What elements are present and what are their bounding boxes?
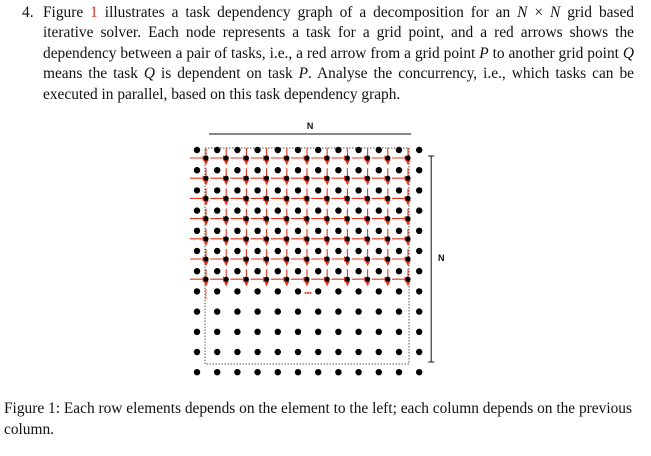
grid-node (416, 268, 422, 274)
grid-node (284, 155, 289, 160)
grid-node (396, 288, 402, 294)
grid-node (396, 268, 402, 274)
grid-node (194, 329, 200, 335)
grid-node (385, 196, 390, 201)
grid-node (254, 288, 260, 294)
grid-node (376, 268, 382, 274)
grid-node (396, 349, 402, 355)
grid-node (365, 277, 370, 282)
grid-node (275, 248, 281, 254)
grid-node (376, 329, 382, 335)
grid-node (376, 349, 382, 355)
grid-node (295, 207, 301, 213)
grid-node (295, 288, 301, 294)
grid-node (194, 167, 200, 173)
grid-node (264, 236, 269, 241)
grid-node (214, 187, 220, 193)
grid-node (275, 187, 281, 193)
grid-node (396, 369, 402, 375)
grid-node (304, 277, 309, 282)
grid-node (275, 228, 281, 234)
grid-node (325, 155, 330, 160)
grid-node (365, 196, 370, 201)
grid-node (254, 308, 260, 314)
grid-node (396, 147, 402, 153)
grid-node (335, 228, 341, 234)
grid-node (396, 207, 402, 213)
grid-node (416, 187, 422, 193)
grid-node (234, 207, 240, 213)
question-number: 4. (22, 4, 34, 21)
grid-node (244, 277, 249, 282)
grid-node (315, 147, 321, 153)
grid-node (376, 369, 382, 375)
grid-node (224, 196, 229, 201)
grid-node (275, 207, 281, 213)
grid-node (304, 256, 309, 261)
grid-node (194, 369, 200, 375)
grid-node (275, 288, 281, 294)
grid-node (396, 187, 402, 193)
grid-node (355, 147, 361, 153)
grid-node (315, 369, 321, 375)
grid-node (325, 196, 330, 201)
math-symbol: N (517, 4, 528, 21)
grid-node (405, 236, 410, 241)
grid-node (365, 236, 370, 241)
text-segment: illustrates a task dependency graph of a decomposition for an (97, 4, 518, 21)
grid-node (365, 256, 370, 261)
grid-node (254, 207, 260, 213)
grid-node (284, 277, 289, 282)
grid-node (194, 349, 200, 355)
grid-node (396, 248, 402, 254)
grid-node (214, 369, 220, 375)
grid-node (295, 349, 301, 355)
grid-node (264, 256, 269, 261)
grid-node (264, 196, 269, 201)
figure-reference[interactable]: 1 (90, 4, 98, 21)
grid-node (234, 248, 240, 254)
grid-node (214, 329, 220, 335)
grid-node (254, 369, 260, 375)
grid-node (284, 236, 289, 241)
grid-node (264, 155, 269, 160)
grid-node (284, 216, 289, 221)
question (22, 3, 634, 105)
text-segment: grid based iterative solver. Each node represents a task for a grid point, and a red arrows shows the dependency between a pair of tasks, i.e., a red arrow from a grid point (43, 4, 634, 62)
math-symbol: Q (143, 65, 155, 83)
grid-node (295, 329, 301, 335)
grid-node (405, 196, 410, 201)
caption-label: Figure 1: (4, 400, 61, 417)
grid-node (405, 155, 410, 160)
grid-node (214, 308, 220, 314)
grid-node (396, 329, 402, 335)
grid-node (335, 268, 341, 274)
grid-node (355, 268, 361, 274)
grid-node (224, 216, 229, 221)
figure-caption (4, 398, 632, 440)
grid-node (335, 308, 341, 314)
grid-node (376, 167, 382, 173)
grid-node (234, 288, 240, 294)
grid-node (355, 248, 361, 254)
grid-node (315, 187, 321, 193)
grid-node (295, 248, 301, 254)
grid-node (194, 268, 200, 274)
grid-node (203, 256, 208, 261)
grid-node (355, 288, 361, 294)
grid-node (376, 248, 382, 254)
grid-node (234, 308, 240, 314)
grid-node (325, 216, 330, 221)
grid-node (416, 329, 422, 335)
grid-node (315, 329, 321, 335)
grid-node (304, 155, 309, 160)
grid-node (244, 176, 249, 181)
grid-node (345, 256, 350, 261)
grid-node (304, 236, 309, 241)
grid-node (214, 228, 220, 234)
grid-node (234, 349, 240, 355)
grid-node (295, 147, 301, 153)
grid-node (254, 268, 260, 274)
grid-node (416, 288, 422, 294)
grid-node (234, 268, 240, 274)
grid-node (244, 196, 249, 201)
ellipsis-marker: ••• (304, 290, 312, 298)
grid-node (275, 349, 281, 355)
grid-node (345, 155, 350, 160)
grid-node (254, 167, 260, 173)
side-n-label: N (437, 253, 445, 263)
grid-node (224, 155, 229, 160)
math-symbol: P (298, 65, 309, 83)
grid-node (275, 268, 281, 274)
grid-node (416, 308, 422, 314)
grid-node (194, 228, 200, 234)
grid-node (234, 329, 240, 335)
grid-node (385, 216, 390, 221)
grid-node (315, 349, 321, 355)
grid-node (224, 277, 229, 282)
grid-node (335, 167, 341, 173)
grid-node (355, 228, 361, 234)
grid-node (214, 147, 220, 153)
grid-node (396, 167, 402, 173)
grid-node (295, 268, 301, 274)
grid-node (355, 187, 361, 193)
grid-node (365, 155, 370, 160)
top-n-label: N (306, 121, 314, 131)
grid-node (345, 236, 350, 241)
grid-node (275, 369, 281, 375)
grid-node (315, 268, 321, 274)
grid-node (224, 176, 229, 181)
grid-node (234, 187, 240, 193)
grid-node (416, 248, 422, 254)
grid-node (304, 196, 309, 201)
grid-node (345, 216, 350, 221)
grid-node (405, 176, 410, 181)
grid-node (325, 236, 330, 241)
grid-node (254, 349, 260, 355)
grid-node (304, 176, 309, 181)
grid-node (203, 155, 208, 160)
grid-node (275, 329, 281, 335)
grid-node (295, 308, 301, 314)
grid-node (254, 329, 260, 335)
grid-node (224, 236, 229, 241)
grid-node (214, 167, 220, 173)
grid-node (355, 329, 361, 335)
grid-node (355, 207, 361, 213)
grid-node (416, 167, 422, 173)
text-segment: × (527, 4, 550, 21)
grid-node (284, 176, 289, 181)
grid-node (335, 288, 341, 294)
grid-node (335, 207, 341, 213)
grid-node (234, 167, 240, 173)
math-symbol: P (479, 44, 489, 62)
grid-node (194, 308, 200, 314)
grid-node (416, 369, 422, 375)
grid-node (234, 369, 240, 375)
math-symbol: N (549, 4, 561, 21)
grid-node (295, 369, 301, 375)
grid-node (325, 277, 330, 282)
math-symbol: Q (622, 44, 634, 62)
grid-node (214, 268, 220, 274)
grid-node (315, 228, 321, 234)
grid-node (214, 288, 220, 294)
grid-node (405, 216, 410, 221)
grid-node (295, 167, 301, 173)
grid-node (203, 196, 208, 201)
grid-node (345, 176, 350, 181)
text-segment: . Analyse the concurrency, i.e., which tasks can be executed in parallel, based on this task dependency graph. (43, 65, 634, 103)
grid-node (355, 369, 361, 375)
grid-node (385, 176, 390, 181)
grid-node (275, 308, 281, 314)
grid-node (194, 288, 200, 294)
grid-node (194, 248, 200, 254)
grid-node (295, 228, 301, 234)
grid-node (345, 196, 350, 201)
grid-node (335, 147, 341, 153)
grid-node (335, 369, 341, 375)
grid-node (416, 228, 422, 234)
grid-node (335, 248, 341, 254)
grid-node (385, 277, 390, 282)
grid-node (355, 167, 361, 173)
grid-node (295, 187, 301, 193)
grid-node (224, 256, 229, 261)
grid-node (315, 248, 321, 254)
grid-node (355, 349, 361, 355)
caption-text: Each row elements depends on the element to the left; each column depends on the previous column. (4, 400, 632, 438)
grid-node (214, 207, 220, 213)
grid-node (325, 256, 330, 261)
grid-node (385, 236, 390, 241)
grid-node (203, 176, 208, 181)
grid-node (284, 256, 289, 261)
grid-node (203, 216, 208, 221)
grid-node (376, 187, 382, 193)
grid-node (254, 248, 260, 254)
grid-node (315, 167, 321, 173)
grid-node (203, 277, 208, 282)
grid-node (365, 176, 370, 181)
grid-node (385, 256, 390, 261)
grid-node (234, 228, 240, 234)
grid-node (264, 216, 269, 221)
grid-node (376, 207, 382, 213)
grid-node (315, 288, 321, 294)
grid-node (335, 349, 341, 355)
question-text (43, 3, 634, 105)
grid-node (203, 236, 208, 241)
grid-node (264, 176, 269, 181)
grid-node (254, 147, 260, 153)
grid-node (335, 329, 341, 335)
grid-node (355, 308, 361, 314)
grid-node (214, 349, 220, 355)
grid-node (396, 228, 402, 234)
grid-node (284, 196, 289, 201)
grid-node (396, 308, 402, 314)
grid-node (405, 277, 410, 282)
text-segment: to another grid point (488, 44, 623, 62)
text-segment: is dependent on task (155, 65, 299, 83)
grid-node (376, 308, 382, 314)
grid-node (416, 349, 422, 355)
grid-node (315, 308, 321, 314)
grid-node (254, 228, 260, 234)
grid-node (234, 147, 240, 153)
grid-node (304, 216, 309, 221)
grid-node (365, 216, 370, 221)
grid-node (194, 207, 200, 213)
grid-node (244, 236, 249, 241)
grid-node (244, 216, 249, 221)
grid-node (376, 228, 382, 234)
grid-node (194, 147, 200, 153)
grid-node (325, 176, 330, 181)
grid-node (275, 147, 281, 153)
grid-node (416, 147, 422, 153)
text-segment: means the task (43, 65, 144, 83)
grid-node (254, 187, 260, 193)
grid-node (244, 155, 249, 160)
grid-node (405, 256, 410, 261)
grid-node (244, 256, 249, 261)
grid-node (275, 167, 281, 173)
grid-node (335, 187, 341, 193)
task-dependency-graph (180, 116, 460, 386)
grid-node (416, 207, 422, 213)
grid-node (214, 248, 220, 254)
grid-node (376, 147, 382, 153)
grid-node (194, 187, 200, 193)
grid-node (345, 277, 350, 282)
grid-node (315, 207, 321, 213)
grid-node (264, 277, 269, 282)
grid-node (385, 155, 390, 160)
grid-node (376, 288, 382, 294)
text-segment: Figure (43, 4, 91, 21)
